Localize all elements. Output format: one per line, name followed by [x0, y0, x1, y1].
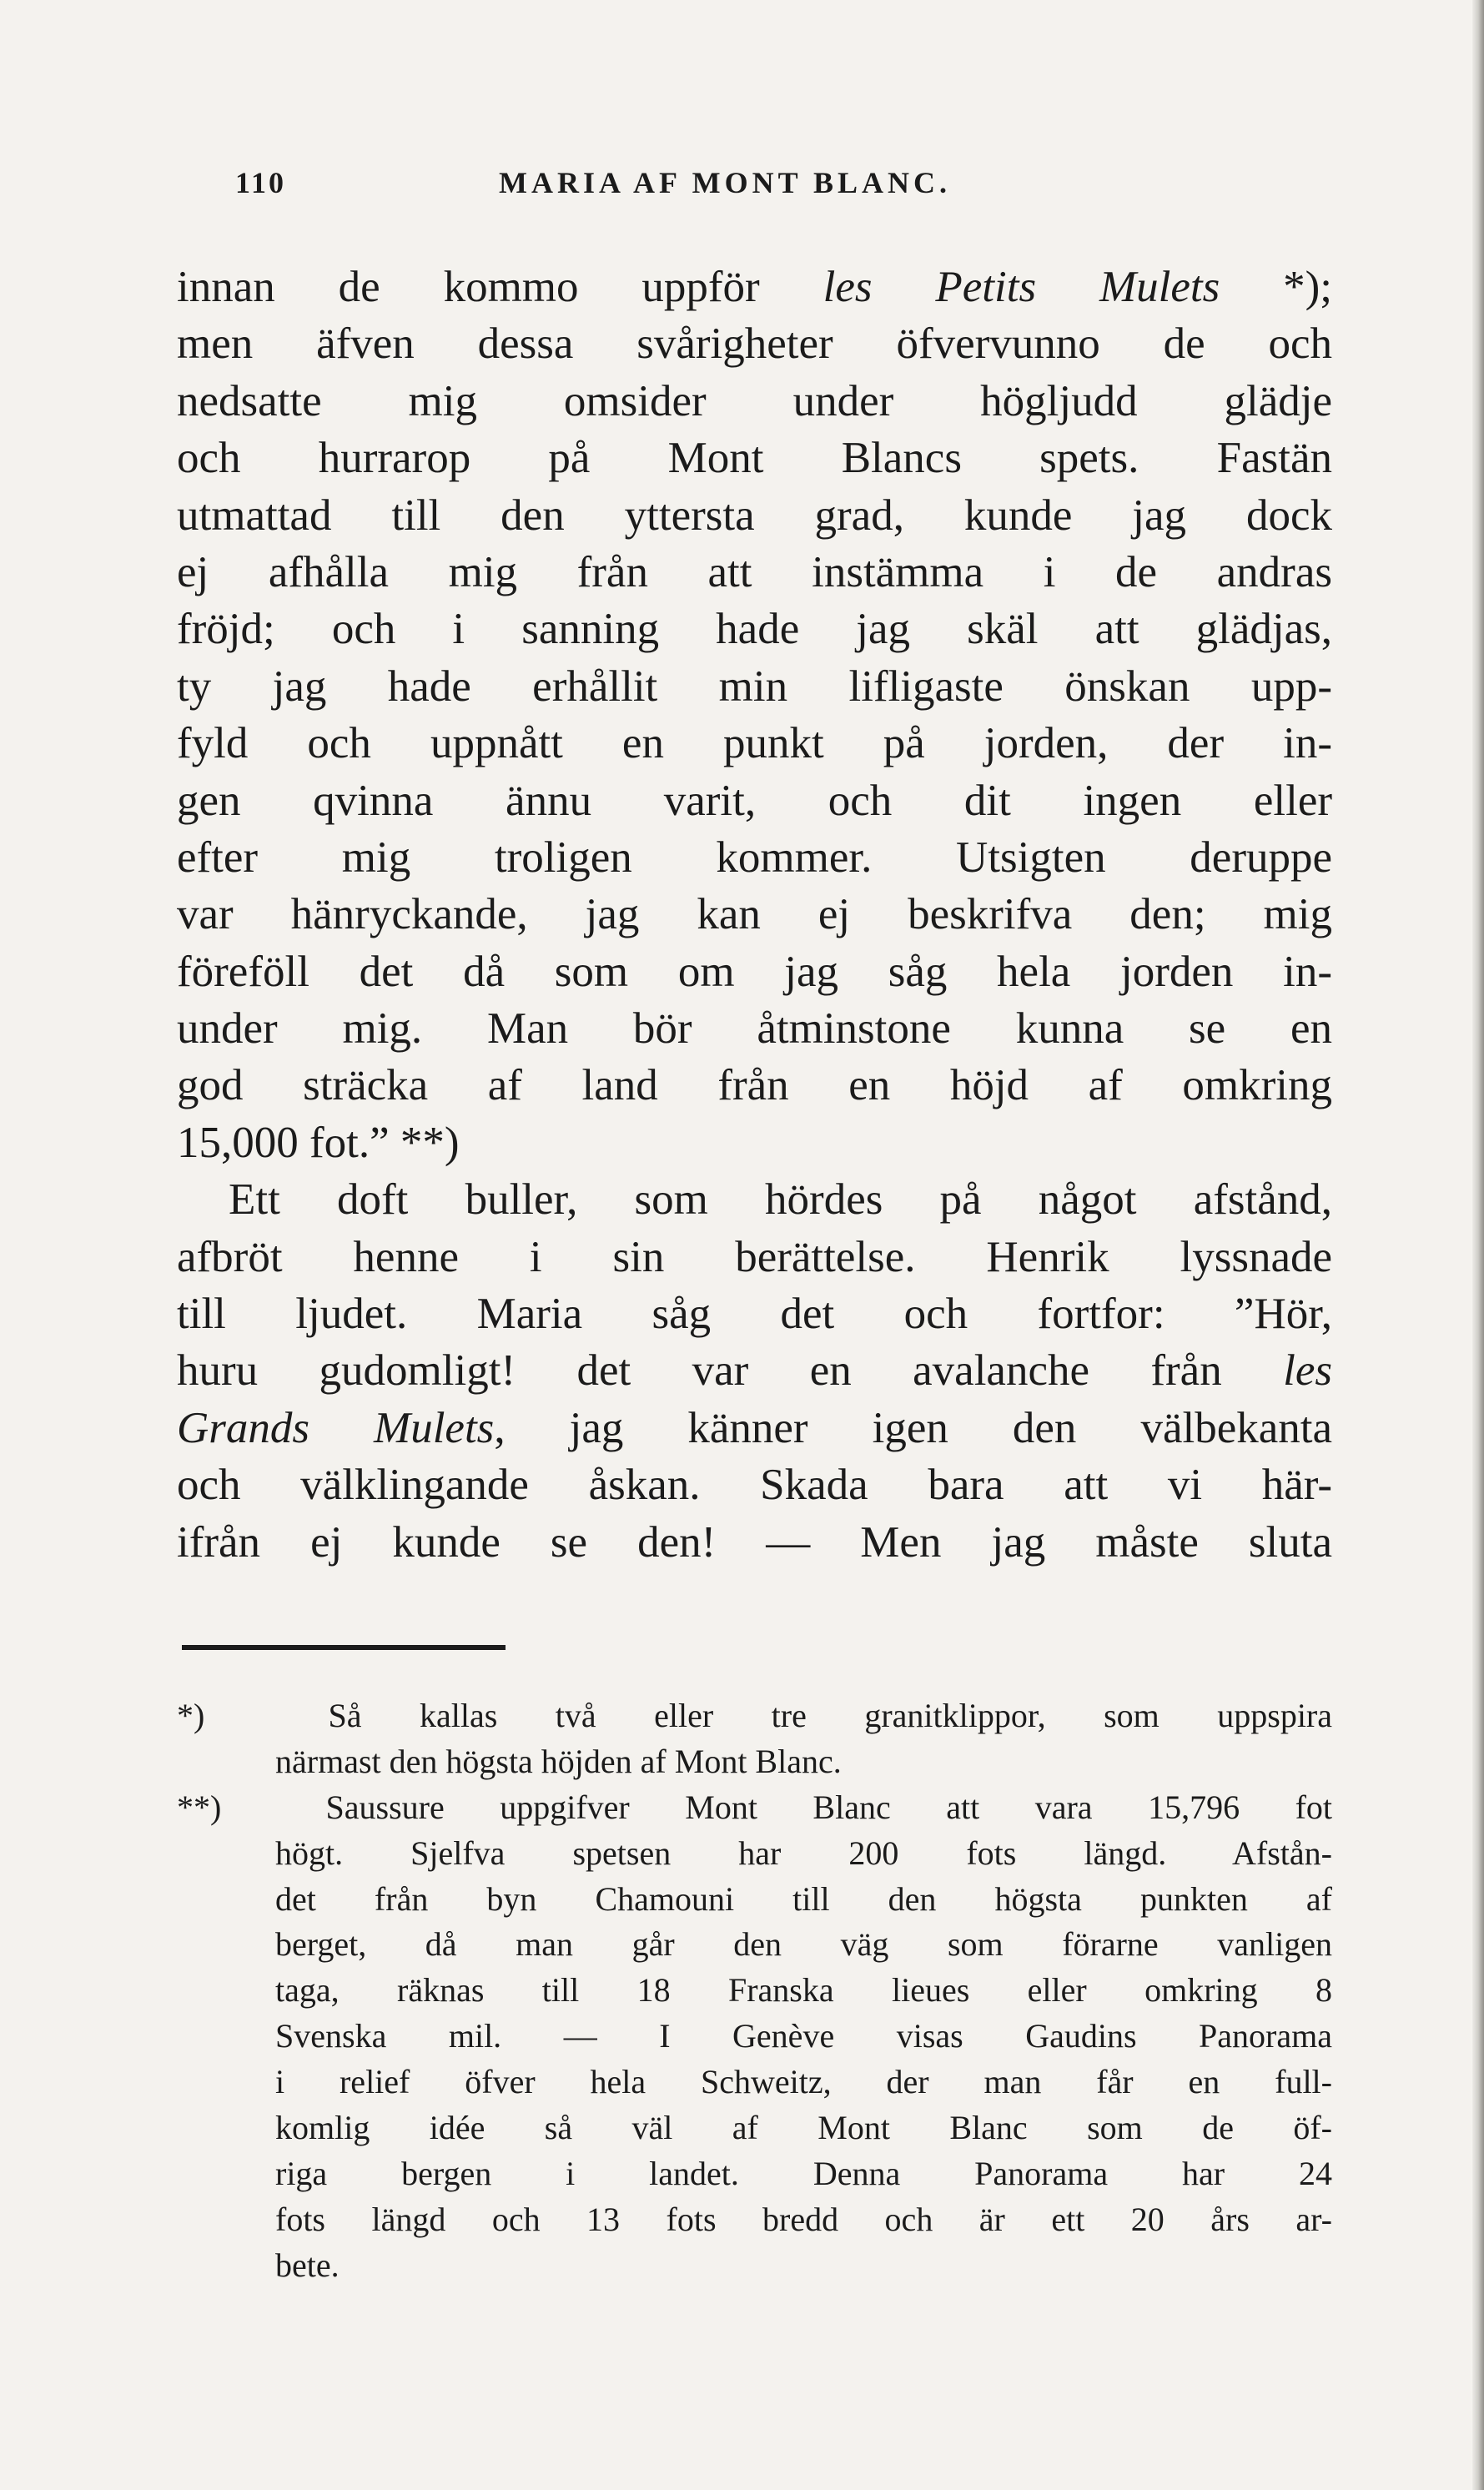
- text-line: men äfven dessa svårigheter öfvervunno de och: [177, 319, 1332, 369]
- text-line: under mig. Man bör åtminstone kunna se en: [177, 1004, 1332, 1054]
- text-line: gen qvinna ännu varit, och dit ingen eller: [177, 776, 1332, 825]
- footnote-line: fots längd och 13 fots bredd och är ett 20 års ar-: [275, 2200, 1332, 2238]
- text-line: afbröt henne i sin berättelse. Henrik lyssnade: [177, 1232, 1332, 1281]
- text-line: huru gudomligt! det var en avalanche från les: [177, 1346, 1332, 1396]
- footnote-divider: [182, 1645, 506, 1650]
- running-title: MARIA AF MONT BLANC.: [499, 166, 952, 199]
- text-line: fyld och uppnått en punkt på jorden, der in-: [177, 719, 1332, 768]
- footnote-line: taga, räknas till 18 Franska lieues eller omkring 8: [275, 1971, 1332, 2010]
- footnote-line: högt. Sjelfva spetsen har 200 fots längd. Afstån-: [275, 1834, 1332, 1872]
- page-edge: [1472, 0, 1484, 2490]
- text-line: nedsatte mig omsider under högljudd glädje: [177, 376, 1332, 425]
- footnote-line: i relief öfver hela Schweitz, der man får en full-: [275, 2063, 1332, 2101]
- text-line: ty jag hade erhållit min lifligaste önskan upp-: [177, 661, 1332, 711]
- text-line: ifrån ej kunde se den! — Men jag måste sluta: [177, 1517, 1332, 1567]
- footnote-marker: *): [177, 1697, 205, 1734]
- footnote-line: det från byn Chamouni till den högsta punkten af: [275, 1879, 1332, 1918]
- footnote-line: komlig idée så väl af Mont Blanc som de öf-: [275, 2109, 1332, 2147]
- text-line: fröjd; och i sanning hade jag skäl att glädjas,: [177, 605, 1332, 654]
- footnote-line: **) Saussure uppgifver Mont Blanc att vara 15,796 fot: [177, 1785, 1332, 1831]
- text-line: till ljudet. Maria såg det och fortfor: ”Hör,: [177, 1290, 1332, 1339]
- text-line: 15,000 fot.” **): [177, 1118, 460, 1167]
- text-line: efter mig troligen kommer. Utsigten deruppe: [177, 833, 1332, 882]
- text-line: utmattad till den yttersta grad, kunde jag dock: [177, 490, 1332, 540]
- main-text: [177, 259, 1332, 1571]
- footnote-line: Svenska mil. — I Genève visas Gaudins Panorama: [275, 2017, 1332, 2055]
- footnotes: [177, 1693, 1332, 2289]
- footnote-line: riga bergen i landet. Denna Panorama har 24: [275, 2154, 1332, 2192]
- footnote-line: berget, då man går den väg som förarne vanligen: [275, 1925, 1332, 1964]
- footnote-line: bete.: [275, 2246, 340, 2284]
- text-line: innan de kommo uppför les Petits Mulets *);: [177, 263, 1333, 311]
- text-line: Grands Mulets, jag känner igen den välbekanta: [177, 1403, 1332, 1452]
- footnote-line: *) Så kallas två eller tre granitklippor, som uppspira: [177, 1693, 1332, 1739]
- text-line: ej afhålla mig från att instämma i de andras: [177, 547, 1332, 596]
- text-line: Ett doft buller, som hördes på något afstånd,: [229, 1175, 1332, 1225]
- text-line: och välklingande åskan. Skada bara att vi här-: [177, 1461, 1332, 1510]
- text-line: och hurrarop på Mont Blancs spets. Fastän: [177, 434, 1332, 483]
- running-header: [235, 165, 1069, 205]
- text-line: föreföll det då som om jag såg hela jorden in-: [177, 947, 1332, 996]
- page-number: 110: [235, 166, 287, 199]
- footnote-marker: **): [177, 1788, 222, 1826]
- footnote-line: närmast den högsta höjden af Mont Blanc.: [275, 1742, 842, 1780]
- text-line: god sträcka af land från en höjd af omkring: [177, 1061, 1332, 1110]
- text-line: var hänryckande, jag kan ej beskrifva den; mig: [177, 890, 1332, 939]
